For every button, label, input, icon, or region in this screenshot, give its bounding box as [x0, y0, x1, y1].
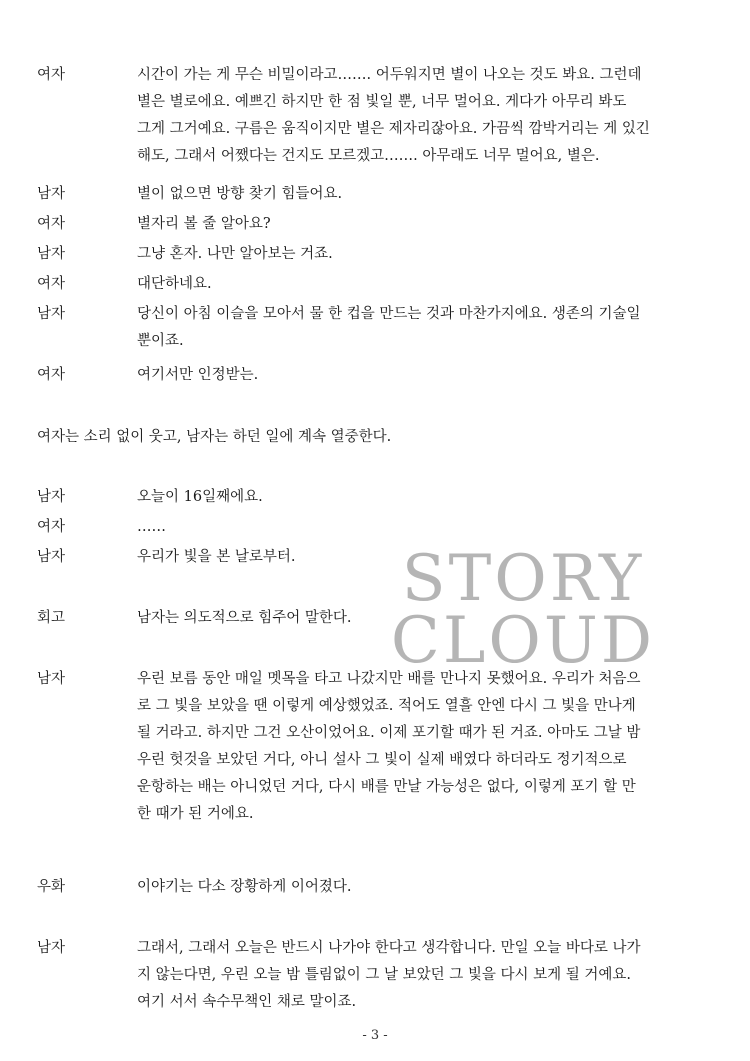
dialogue-text: [137, 362, 719, 389]
dialogue-line: [37, 181, 727, 208]
dialogue-row: 우리가 빛을 본 날로부터.: [137, 549, 296, 565]
dialogue-text: [137, 211, 719, 238]
dialogue-row: 오늘이 16일째에요.: [137, 489, 263, 505]
dialogue-row: 한 때가 된 거에요.: [137, 806, 254, 822]
watermark-line: STORY: [401, 542, 645, 616]
dialogue-row: 남자는 의도적으로 힘주어 말한다.: [137, 610, 352, 626]
stage-direction: 여자는 소리 없이 웃고, 남자는 하던 일에 계속 열중한다.: [37, 429, 392, 445]
dialogue-row: 여기서만 인정받는.: [137, 367, 259, 383]
dialogue-text: [137, 935, 719, 1016]
dialogue-line: [37, 935, 727, 1016]
dialogue-line: [37, 301, 727, 355]
speaker-name: 회고: [37, 610, 66, 626]
dialogue-row: 뿐이죠.: [137, 333, 184, 349]
dialogue-row: 지 않는다면, 우린 오늘 밤 틀림없이 그 날 보았던 그 빛을 다시 보게 될 거예요.: [137, 967, 631, 983]
dialogue-line: [37, 211, 727, 238]
dialogue-row: 그냥 혼자. 나만 알아보는 거죠.: [137, 246, 333, 262]
dialogue-line: [37, 241, 727, 268]
dialogue-line: [37, 484, 727, 511]
dialogue-row: ……: [137, 519, 166, 535]
dialogue-text: [137, 666, 719, 828]
dialogue-line: [37, 62, 727, 170]
dialogue-row: 당신이 아침 이슬을 모아서 물 한 컵을 만드는 것과 마찬가지에요. 생존의 기술일: [137, 306, 641, 322]
dialogue-row: 우린 보름 동안 매일 멧목을 타고 나갔지만 배를 만나지 못했어요. 우리가 처음으: [137, 671, 641, 687]
speaker-name: 우화: [37, 879, 66, 895]
dialogue-text: [137, 62, 719, 170]
speaker-name: 남자: [37, 489, 66, 505]
dialogue-text: [137, 484, 719, 511]
dialogue-line: [37, 666, 727, 828]
speaker-name: 남자: [37, 549, 66, 565]
dialogue-line: [37, 514, 727, 541]
dialogue-text: [137, 874, 719, 901]
speaker-name: 여자: [37, 519, 66, 535]
dialogue-row: 별은 별로에요. 예쁘긴 하지만 한 점 빛일 뿐, 너무 멀어요. 게다가 아무리 봐도: [137, 94, 627, 110]
dialogue-row: 별자리 볼 줄 알아요?: [137, 216, 271, 232]
dialogue-line: [37, 544, 727, 571]
dialogue-row: 시간이 가는 게 무슨 비밀이라고……. 어두워지면 별이 나오는 것도 봐요. 그런데: [137, 67, 642, 83]
dialogue-row: 이야기는 다소 장황하게 이어졌다.: [137, 879, 352, 895]
speaker-name: 남자: [37, 186, 66, 202]
speaker-name: 남자: [37, 306, 66, 322]
speaker-name: 여자: [37, 216, 66, 232]
dialogue-row: 그게 그거예요. 구름은 움직이지만 별은 제자리잖아요. 가끔씩 깜박거리는 게 있긴: [137, 121, 650, 137]
dialogue-row: 대단하네요.: [137, 276, 212, 292]
dialogue-line: [37, 874, 727, 901]
dialogue-text: [137, 241, 719, 268]
speaker-name: 남자: [37, 246, 66, 262]
dialogue-text: [137, 271, 719, 298]
dialogue-text: [137, 181, 719, 208]
dialogue-text: [137, 605, 719, 632]
dialogue-row: 해도, 그래서 어쨌다는 건지도 모르겠고……. 아무래도 너무 멀어요, 별은.: [137, 148, 600, 164]
dialogue-line: [37, 362, 727, 389]
dialogue-row: 그래서, 그래서 오늘은 반드시 나가야 한다고 생각합니다. 만일 오늘 바다로 나가: [137, 940, 641, 956]
page-number: - 3 -: [362, 1028, 388, 1043]
dialogue-row: 운항하는 배는 아니었던 거다, 다시 배를 만날 가능성은 없다, 이렇게 포기 할 만: [137, 779, 636, 795]
watermark-line: CLOUD: [390, 604, 656, 678]
dialogue-text: [137, 544, 719, 571]
dialogue-row: 별이 없으면 방향 찾기 힘들어요.: [137, 186, 343, 202]
dialogue-line: [37, 271, 727, 298]
dialogue-row: 로 그 빛을 보았을 땐 이렇게 예상했었죠. 적어도 열흘 안엔 다시 그 빛을 만나게: [137, 698, 636, 714]
dialogue-text: [137, 301, 719, 355]
speaker-name: 여자: [37, 367, 66, 383]
speaker-name: 남자: [37, 940, 66, 956]
speaker-name: 여자: [37, 276, 66, 292]
speaker-name: 여자: [37, 67, 66, 83]
dialogue-line: [37, 605, 727, 632]
dialogue-row: 우린 헛것을 보았던 거다, 아니 설사 그 빛이 실제 배였다 하더라도 정기적으로: [137, 752, 627, 768]
dialogue-text: [137, 514, 719, 541]
dialogue-row: 여기 서서 속수무책인 채로 말이죠.: [137, 994, 357, 1010]
speaker-name: 남자: [37, 671, 66, 687]
dialogue-row: 될 거라고. 하지만 그건 오산이었어요. 이제 포기할 때가 된 거죠. 아마도 그날 밤: [137, 725, 641, 741]
